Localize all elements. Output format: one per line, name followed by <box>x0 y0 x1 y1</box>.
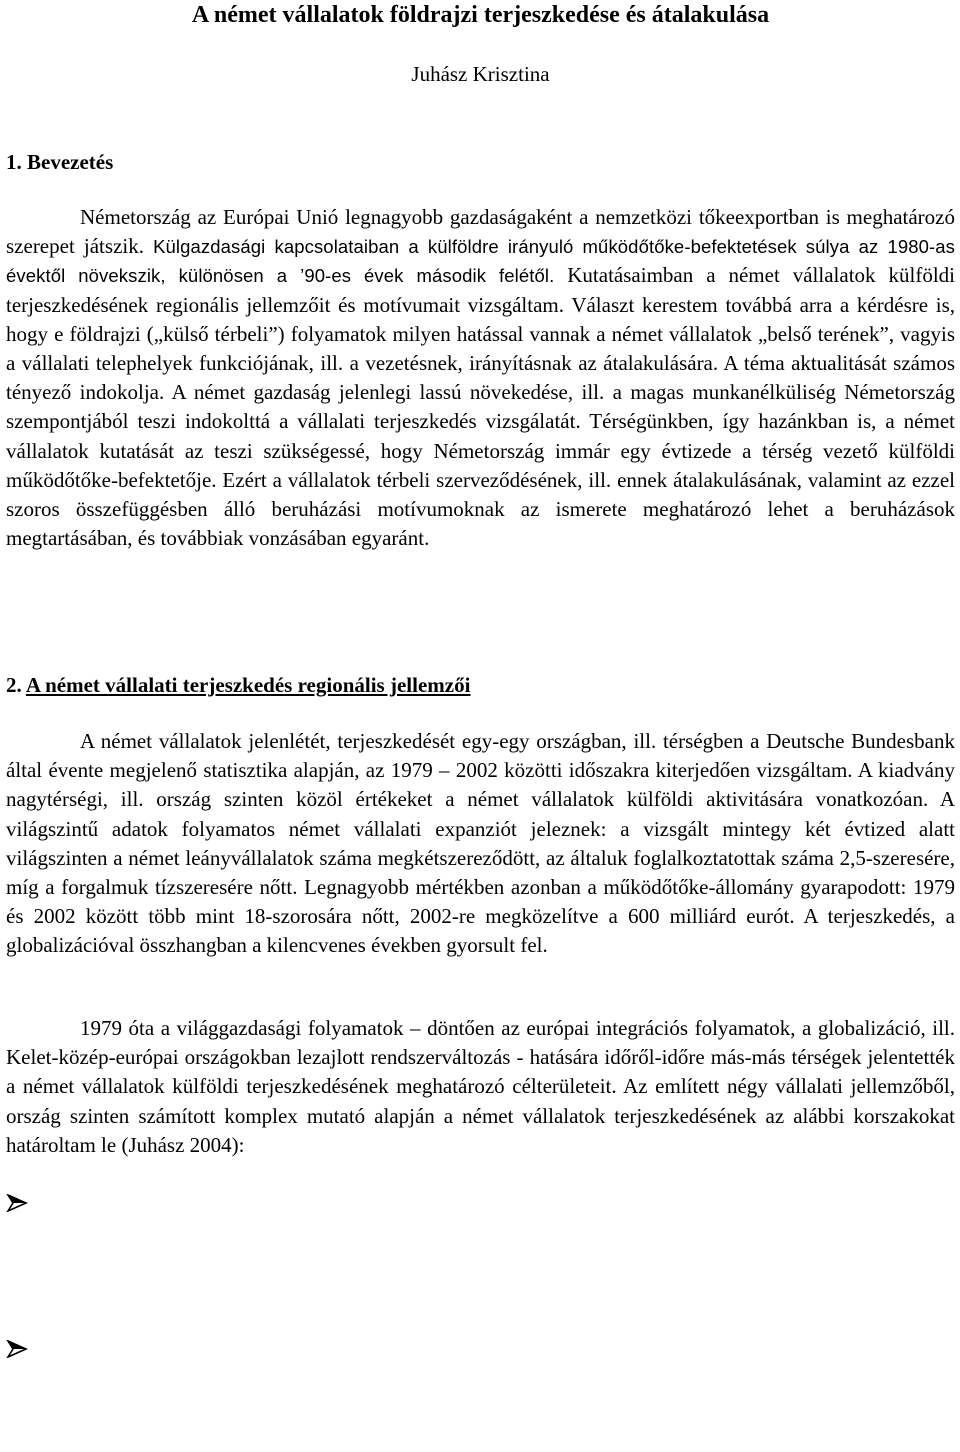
arrow-bullet-icon <box>6 1340 28 1358</box>
intro-text-b: Kutatásaimban a német vállalatok külföldi terjeszkedésének regionális jellemzőit és motívumait vizsgáltam. Választ kerestem továbbá arra a kérdésre is, hogy e földrajzi („külső térbeli”) folyamatok milyen hatással vannak a német vállalatok „belső terének”, vagyis a vállalati telephelyek funkciójának, ill. a vezetésnek, irányításnak az átalakulására. A téma aktualitását számos tényező indokolja. A német gazdaság jelenlegi lassú növekedése, ill. a magas munkanélküliség Németország szempontjából teszi indokolttá a vállalati terjeszkedés vizsgálatát. Térségünkben, így hazánkban is, a német vállalatok kutatását az teszi szükségessé, hogy Németország immár egy évtizede a térség vezető külföldi működőtőke-befektetője. Ezért a vállalatok térbeli szerveződésének, ill. ennek átalakulásának, valamint az ezzel szoros összefüggésben álló beruházási motívumoknak az ismerete meghatározó lehet a beruházások megtartásában, és továbbiak vonzásában egyaránt. <box>6 263 955 551</box>
arrow-bullet-icon <box>6 1194 28 1212</box>
section-heading-regional <box>6 671 470 699</box>
regional-paragraph-1: A német vállalatok jelenlétét, terjeszkedését egy-egy országban, ill. térségben a Deutsche Bundesbank által évente megjelenő statisztika alapján, az 1979 – 2002 közötti időszakra kiterjedően vizsgáltam. A kiadvány nagytérségi, ill. ország szinten közöl értékeket a német vállalatok külföldi aktivitására vonatkozóan. A világszintű adatok folyamatos német vállalati expanziót jeleznek: a vizsgált mintegy két évtized alatt világszinten a német leányvállalatok száma megkétszereződött, az általuk foglalkoztatottak száma 2,5-szeresére, míg a forgalmuk tízszeresére nőtt. Legnagyobb mértékben azonban a működőtőke-állomány gyarapodott: 1979 és 2002 között több mint 18-szorosára nőtt, 2002-re megközelítve a 600 milliárd eurót. A terjeszkedés, a globalizációval összhangban a kilencvenes években gyorsult fel. <box>6 729 955 958</box>
section-number: 2. <box>6 673 22 697</box>
regional-paragraph-2: 1979 óta a világgazdasági folyamatok – döntően az európai integrációs folyamatok, a globalizáció, ill. Kelet-közép-európai országokban lezajlott rendszerváltozás - hatására időről-időre más-más térségek jelentették a német vállalatok külföldi terjeszkedésének meghatározó célterületeit. Az említett négy vállalati jellemzőből, ország szinten számított komplex mutató alapján a német vállalatok terjeszkedésének az alábbi korszakokat határoltam le (Juhász 2004): <box>6 1016 955 1157</box>
period-item <box>6 1189 955 1218</box>
document-title: A német vállalatok földrajzi terjeszkedése és átalakulása <box>191 2 770 28</box>
document-author: Juhász Krisztina <box>411 62 550 86</box>
section-title: A német vállalati terjeszkedés regionális jellemzői <box>25 673 471 697</box>
period-item <box>6 1335 955 1364</box>
section-heading-intro: 1. Bevezetés <box>6 150 114 174</box>
intro-paragraph <box>6 203 955 553</box>
intro-text-sans: Külgazdasági kapcsolataiban a külföldre irányuló működőtőke-befektetések súlya az 1980-as évektől növekszik, különösen a ’90-es évek második felétől. <box>6 236 955 287</box>
intro-text-a: Németország az Európai Unió legnagyobb gazdaságaként a nemzetközi tőkeexportban is meghatározó szerepet játszik. <box>6 205 955 259</box>
